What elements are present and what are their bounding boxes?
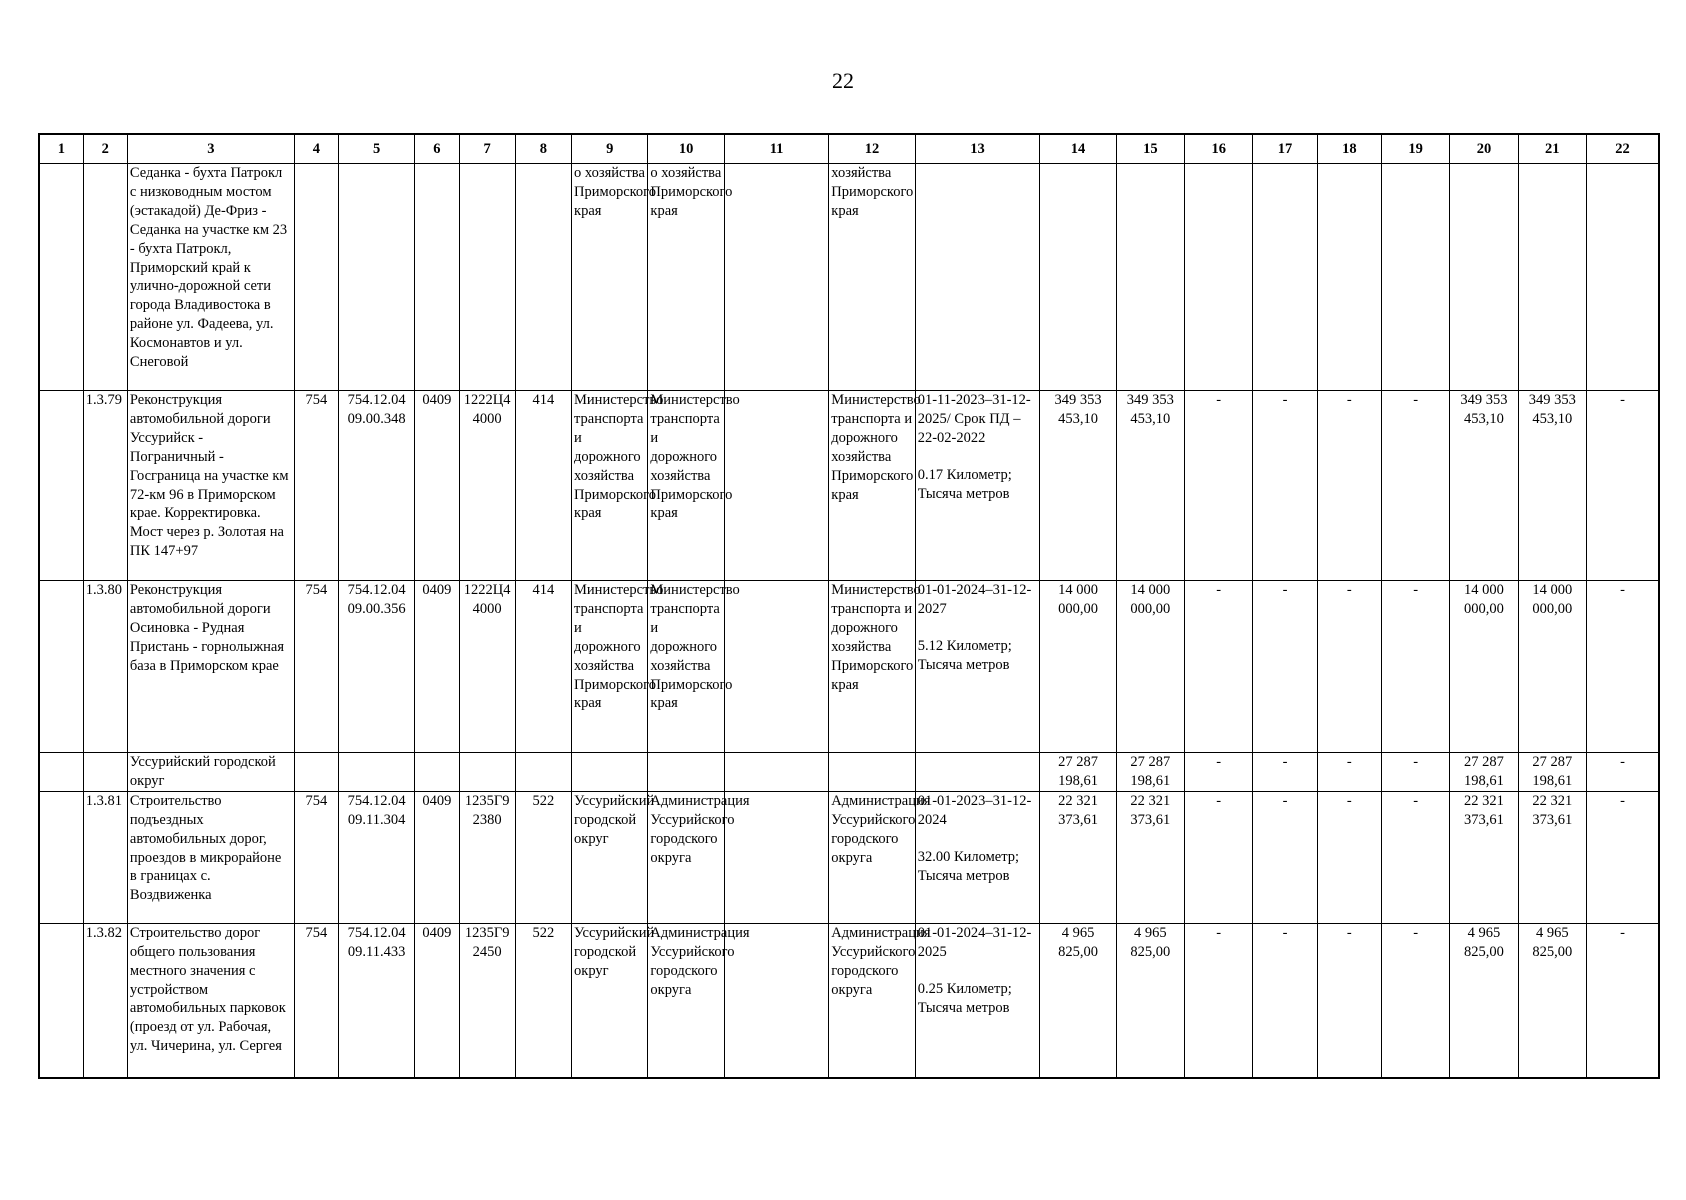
cell-col11	[724, 753, 829, 792]
col-header-22: 22	[1586, 134, 1659, 164]
cell-timing: 01-01-2024–31-12-2025	[917, 924, 1032, 960]
cell-expense-type	[515, 164, 571, 391]
cell-section-code: 0409	[415, 391, 459, 581]
cell-timing: 01-01-2023–31-12-2024	[917, 792, 1032, 828]
col-header-5: 5	[338, 134, 414, 164]
cell-col11	[724, 923, 829, 1078]
cell-manager: о хозяйства Приморского края	[572, 164, 648, 391]
table-row	[39, 791, 1659, 923]
col-header-12: 12	[829, 134, 915, 164]
cell-customer	[648, 753, 724, 792]
cell-amount-14: 14 000 000,00	[1040, 581, 1116, 753]
cell-developer: Администрация Уссурийского городского округа	[829, 923, 915, 1078]
cell-amount-20: 349 353 453,10	[1450, 391, 1518, 581]
cell-object-name: Реконструкция автомобильной дороги Уссурийск - Пограничный - Госграница на участке км 72-км 96 в Приморском крае. Корректировка. Мост через р. Золотая на ПК 147+97	[127, 391, 294, 581]
cell-object-code: 754.12.04 09.00.348	[338, 391, 414, 581]
cell-dash-16: -	[1185, 391, 1253, 581]
cell-amount-20: 14 000 000,00	[1450, 581, 1518, 753]
cell-dash-17: -	[1253, 753, 1317, 792]
cell-object-name: Строительство дорог общего пользования местного значения с устройством автомобильных парковок (проезд от ул. Рабочая, ул. Чичерина, ул. Сергея	[127, 923, 294, 1078]
cell-section-code: 0409	[415, 791, 459, 923]
cell-dash-18: -	[1317, 753, 1381, 792]
cell-amount-14: 4 965 825,00	[1040, 923, 1116, 1078]
cell-dash-18	[1317, 164, 1381, 391]
cell-dash-17: -	[1253, 581, 1317, 753]
cell-amount-14: 22 321 373,61	[1040, 791, 1116, 923]
cell-dash-19: -	[1381, 923, 1449, 1078]
cell-timing: 01-01-2024–31-12-2027	[917, 582, 1032, 617]
cell-item-number: 1.3.82	[83, 923, 127, 1078]
col-header-21: 21	[1518, 134, 1586, 164]
cell-amount-21	[1518, 164, 1586, 391]
budget-table	[38, 133, 1660, 1079]
cell-timing-capacity	[915, 391, 1040, 581]
cell-amount-15: 22 321 373,61	[1116, 791, 1184, 923]
cell-dash-18: -	[1317, 791, 1381, 923]
cell-dash-18: -	[1317, 581, 1381, 753]
cell-item-number: 1.3.81	[83, 791, 127, 923]
cell-amount-14	[1040, 164, 1116, 391]
col-header-2: 2	[83, 134, 127, 164]
cell-item-number	[83, 753, 127, 792]
cell-capacity: 32.00 Километр; Тысяча метров	[917, 848, 1020, 884]
cell-developer: Министерство транспорта и дорожного хозяйства Приморского края	[829, 391, 915, 581]
cell-dash-16: -	[1185, 791, 1253, 923]
cell-capacity: 0.25 Километр; Тысяча метров	[917, 980, 1012, 1016]
col-header-4: 4	[294, 134, 338, 164]
cell-section-code: 0409	[415, 923, 459, 1078]
cell-section-code: 0409	[415, 581, 459, 753]
cell-timing-capacity	[915, 753, 1040, 792]
cell-dash-17: -	[1253, 791, 1317, 923]
cell-item-number	[83, 164, 127, 391]
cell-manager: Министерство транспорта и дорожного хозяйства Приморского края	[572, 581, 648, 753]
cell-amount-15: 14 000 000,00	[1116, 581, 1184, 753]
cell-amount-20	[1450, 164, 1518, 391]
col-header-11: 11	[724, 134, 829, 164]
cell-col11	[724, 391, 829, 581]
col-header-3: 3	[127, 134, 294, 164]
table-row	[39, 581, 1659, 753]
cell-manager	[572, 753, 648, 792]
cell-target-code: 1222Ц4 4000	[459, 581, 515, 753]
cell-col11	[724, 581, 829, 753]
col-header-9: 9	[572, 134, 648, 164]
cell-section-code	[415, 164, 459, 391]
cell-expense-type: 414	[515, 581, 571, 753]
cell-customer: Администрация Уссурийского городского округа	[648, 923, 724, 1078]
cell-col11	[724, 164, 829, 391]
table-row	[39, 391, 1659, 581]
cell-dash-22: -	[1586, 923, 1659, 1078]
page-number: 22	[832, 68, 854, 93]
cell-col1	[39, 923, 83, 1078]
cell-object-name: Седанка - бухта Патрокл с низководным мостом (эстакадой) Де-Фриз - Седанка на участке км 23 - бухта Патрокл, Приморский край к улично-дорожной сети города Владивостока в районе ул. Фадеева, ул. Космонавтов и ул. Снеговой	[127, 164, 294, 391]
col-header-10: 10	[648, 134, 724, 164]
cell-customer: Министерство транспорта и дорожного хозяйства Приморского края	[648, 391, 724, 581]
col-header-18: 18	[1317, 134, 1381, 164]
cell-amount-14: 27 287 198,61	[1040, 753, 1116, 792]
cell-target-code: 1235Г9 2450	[459, 923, 515, 1078]
cell-amount-14: 349 353 453,10	[1040, 391, 1116, 581]
cell-dash-22	[1586, 164, 1659, 391]
cell-dash-19: -	[1381, 581, 1449, 753]
cell-col1	[39, 581, 83, 753]
cell-amount-20: 27 287 198,61	[1450, 753, 1518, 792]
cell-amount-21: 349 353 453,10	[1518, 391, 1586, 581]
cell-amount-15: 4 965 825,00	[1116, 923, 1184, 1078]
cell-col1	[39, 753, 83, 792]
cell-dash-19	[1381, 164, 1449, 391]
cell-target-code: 1222Ц4 4000	[459, 391, 515, 581]
cell-col1	[39, 391, 83, 581]
cell-dash-16: -	[1185, 923, 1253, 1078]
cell-dash-17: -	[1253, 391, 1317, 581]
cell-customer: Министерство транспорта и дорожного хозяйства Приморского края	[648, 581, 724, 753]
cell-amount-20: 4 965 825,00	[1450, 923, 1518, 1078]
cell-col1	[39, 791, 83, 923]
col-header-7: 7	[459, 134, 515, 164]
cell-developer: Министерство транспорта и дорожного хозяйства Приморского края	[829, 581, 915, 753]
cell-amount-15: 349 353 453,10	[1116, 391, 1184, 581]
col-header-1: 1	[39, 134, 83, 164]
cell-amount-15	[1116, 164, 1184, 391]
cell-manager: Уссурийский городской округ	[572, 923, 648, 1078]
col-header-16: 16	[1185, 134, 1253, 164]
cell-developer: хозяйства Приморского края	[829, 164, 915, 391]
cell-target-code	[459, 164, 515, 391]
cell-timing-capacity	[915, 923, 1040, 1078]
cell-manager: Уссурийский городской округ	[572, 791, 648, 923]
cell-ministry-code: 754	[294, 391, 338, 581]
table-row	[39, 923, 1659, 1078]
cell-dash-19: -	[1381, 791, 1449, 923]
cell-dash-22: -	[1586, 753, 1659, 792]
cell-amount-21: 4 965 825,00	[1518, 923, 1586, 1078]
cell-capacity: 5.12 Километр; Тысяча метров	[917, 637, 1012, 673]
cell-item-number: 1.3.80	[83, 581, 127, 753]
cell-dash-17: -	[1253, 923, 1317, 1078]
cell-ministry-code: 754	[294, 923, 338, 1078]
cell-developer: Администрация Уссурийского городского округа	[829, 791, 915, 923]
cell-dash-18: -	[1317, 391, 1381, 581]
col-header-13: 13	[915, 134, 1040, 164]
column-number-header	[39, 134, 1659, 164]
cell-object-code	[338, 164, 414, 391]
cell-dash-22: -	[1586, 791, 1659, 923]
cell-dash-17	[1253, 164, 1317, 391]
cell-dash-16: -	[1185, 753, 1253, 792]
cell-dash-18: -	[1317, 923, 1381, 1078]
cell-ministry-code	[294, 753, 338, 792]
cell-section-code	[415, 753, 459, 792]
cell-amount-20: 22 321 373,61	[1450, 791, 1518, 923]
cell-object-name: Реконструкция автомобильной дороги Осиновка - Рудная Пристань - горнолыжная база в Приморском крае	[127, 581, 294, 753]
col-header-17: 17	[1253, 134, 1317, 164]
cell-timing-capacity	[915, 791, 1040, 923]
cell-object-code	[338, 753, 414, 792]
cell-dash-19: -	[1381, 391, 1449, 581]
cell-timing: 01-11-2023–31-12-2025/ Срок ПД – 22-02-2022	[917, 392, 1031, 446]
col-header-15: 15	[1116, 134, 1184, 164]
cell-manager: Министерство транспорта и дорожного хозяйства Приморского края	[572, 391, 648, 581]
cell-dash-19: -	[1381, 753, 1449, 792]
cell-object-code: 754.12.04 09.11.433	[338, 923, 414, 1078]
cell-expense-type: 522	[515, 791, 571, 923]
cell-ministry-code: 754	[294, 791, 338, 923]
cell-dash-16: -	[1185, 581, 1253, 753]
cell-customer: о хозяйства Приморского края	[648, 164, 724, 391]
cell-object-code: 754.12.04 09.11.304	[338, 791, 414, 923]
cell-object-code: 754.12.04 09.00.356	[338, 581, 414, 753]
cell-timing-capacity	[915, 164, 1040, 391]
cell-dash-22: -	[1586, 581, 1659, 753]
cell-col1	[39, 164, 83, 391]
cell-dash-22: -	[1586, 391, 1659, 581]
cell-timing-capacity	[915, 581, 1040, 753]
cell-col11	[724, 791, 829, 923]
cell-object-name: Уссурийский городской округ	[127, 753, 294, 792]
cell-amount-21: 14 000 000,00	[1518, 581, 1586, 753]
cell-ministry-code: 754	[294, 581, 338, 753]
table-row	[39, 164, 1659, 391]
cell-customer: Администрация Уссурийского городского округа	[648, 791, 724, 923]
col-header-6: 6	[415, 134, 459, 164]
cell-expense-type	[515, 753, 571, 792]
cell-capacity: 0.17 Километр; Тысяча метров	[917, 466, 1012, 502]
cell-amount-21: 27 287 198,61	[1518, 753, 1586, 792]
col-header-14: 14	[1040, 134, 1116, 164]
cell-target-code: 1235Г9 2380	[459, 791, 515, 923]
cell-target-code	[459, 753, 515, 792]
cell-dash-16	[1185, 164, 1253, 391]
col-header-8: 8	[515, 134, 571, 164]
col-header-20: 20	[1450, 134, 1518, 164]
cell-ministry-code	[294, 164, 338, 391]
cell-developer	[829, 753, 915, 792]
cell-expense-type: 414	[515, 391, 571, 581]
cell-amount-15: 27 287 198,61	[1116, 753, 1184, 792]
cell-object-name: Строительство подъездных автомобильных дорог, проездов в микрорайоне в границах с. Воздвиженка	[127, 791, 294, 923]
cell-expense-type: 522	[515, 923, 571, 1078]
table-row	[39, 753, 1659, 792]
col-header-19: 19	[1381, 134, 1449, 164]
cell-item-number: 1.3.79	[83, 391, 127, 581]
cell-amount-21: 22 321 373,61	[1518, 791, 1586, 923]
